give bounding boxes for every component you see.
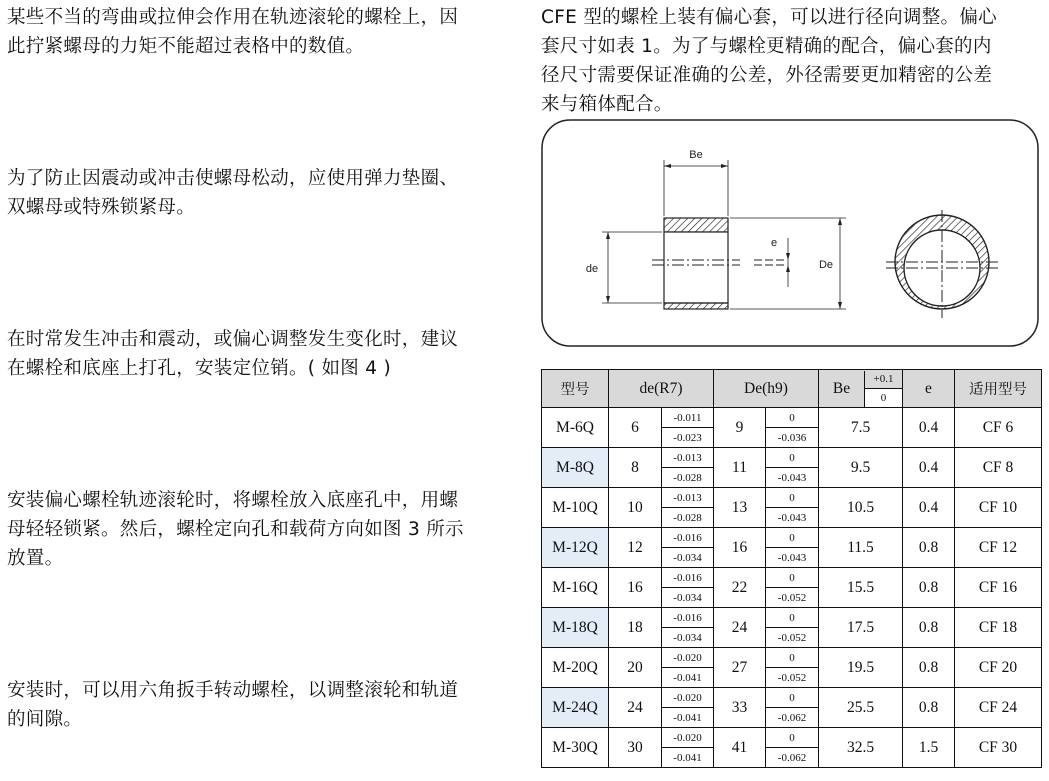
cell-de: 20 [609, 648, 662, 688]
label-e: e [770, 237, 778, 249]
sleeve-bottom-wall [664, 303, 728, 309]
cell-de: 16 [609, 568, 662, 608]
cell-de-tol-lower: -0.028 [662, 508, 714, 528]
header-model: 型号 [542, 370, 609, 408]
cell-De-tol-lower: -0.062 [766, 748, 819, 768]
header-e: e [903, 370, 955, 408]
cell-De: 27 [714, 648, 766, 688]
paragraph-tightening-torque [7, 3, 517, 61]
cell-De-tol-lower: -0.052 [766, 628, 819, 648]
cell-de: 30 [609, 728, 662, 768]
cell-De-tol-lower: -0.043 [766, 468, 819, 488]
paragraph-line: 套尺寸如表 1。为了与螺栓更精确的配合，偏心套的内 [541, 36, 992, 57]
cell-De: 9 [714, 408, 766, 448]
paragraph-hex-wrench [7, 676, 517, 734]
cell-fit: CF 30 [955, 728, 1042, 768]
cell-e: 0.4 [903, 448, 955, 488]
cell-model: M-18Q [542, 608, 609, 648]
sleeve-top-wall [664, 218, 728, 232]
cell-de-tol-upper: -0.011 [662, 408, 714, 428]
cell-be: 15.5 [819, 568, 903, 608]
paragraph-line: 的间隙。 [7, 709, 83, 730]
cell-be: 17.5 [819, 608, 903, 648]
paragraph-line: 在螺栓和底座上打孔，安装定位销。( 如图 4 ) [7, 358, 392, 379]
cell-De-tol-lower: -0.036 [766, 428, 819, 448]
paragraph-line: 安装时，可以用六角扳手转动螺栓，以调整滚轮和轨道 [7, 680, 459, 701]
paragraph-line: 为了防止因震动或冲击使螺母松动，应使用弹力垫圈、 [7, 168, 459, 189]
paragraph-dowel-pin [7, 325, 517, 383]
cell-model: M-6Q [542, 408, 609, 448]
label-De: De [818, 259, 834, 271]
cell-model: M-24Q [542, 688, 609, 728]
cell-fit: CF 10 [955, 488, 1042, 528]
sleeve-body [664, 232, 728, 303]
cell-De: 33 [714, 688, 766, 728]
cell-De-tol-upper: 0 [766, 728, 819, 748]
table-row [542, 408, 1042, 428]
cell-fit: CF 8 [955, 448, 1042, 488]
cell-De-tol-lower: -0.043 [766, 548, 819, 568]
cell-e: 0.8 [903, 608, 955, 648]
cell-De: 41 [714, 728, 766, 768]
header-be-tol-upper: +0.1 [865, 371, 902, 390]
paragraph-cfe-eccentric-sleeve [541, 3, 1043, 119]
cell-de-tol-lower: -0.034 [662, 628, 714, 648]
cell-model: M-30Q [542, 728, 609, 768]
table-row [542, 688, 1042, 708]
paragraph-line: 放置。 [7, 548, 64, 569]
paragraph-line: 此拧紧螺母的力矩不能超过表格中的数值。 [7, 36, 365, 57]
cell-be: 25.5 [819, 688, 903, 728]
cell-e: 0.8 [903, 688, 955, 728]
cell-de-tol-upper: -0.013 [662, 448, 714, 468]
label-be: Be [689, 149, 703, 161]
cell-De-tol-upper: 0 [766, 448, 819, 468]
cell-de: 24 [609, 688, 662, 728]
cell-fit: CF 18 [955, 608, 1042, 648]
cell-e: 0.4 [903, 488, 955, 528]
cell-be: 11.5 [819, 528, 903, 568]
cell-de-tol-lower: -0.028 [662, 468, 714, 488]
paragraph-line: 径尺寸需要保证准确的公差，外径需要更加精密的公差 [541, 65, 993, 86]
cell-De-tol-lower: -0.062 [766, 708, 819, 728]
cell-de-tol-upper: -0.016 [662, 568, 714, 588]
cell-fit: CF 16 [955, 568, 1042, 608]
table-row [542, 528, 1042, 548]
cell-de-tol-lower: -0.034 [662, 548, 714, 568]
sleeve-dimension-table [541, 369, 1042, 768]
cell-be: 9.5 [819, 448, 903, 488]
cell-e: 0.8 [903, 648, 955, 688]
cell-De-tol-upper: 0 [766, 648, 819, 668]
paragraph-eccentric-install [7, 486, 517, 573]
cell-de-tol-upper: -0.020 [662, 688, 714, 708]
cell-de: 8 [609, 448, 662, 488]
cell-de: 12 [609, 528, 662, 568]
cell-be: 32.5 [819, 728, 903, 768]
cell-de-tol-upper: -0.013 [662, 488, 714, 508]
cell-de-tol-lower: -0.041 [662, 748, 714, 768]
eccentric-sleeve-diagram [540, 118, 1040, 350]
cell-De-tol-lower: -0.052 [766, 668, 819, 688]
cell-de-tol-upper: -0.016 [662, 608, 714, 628]
cell-de: 18 [609, 608, 662, 648]
cell-e: 1.5 [903, 728, 955, 768]
cell-De-tol-upper: 0 [766, 688, 819, 708]
cell-model: M-12Q [542, 528, 609, 568]
table-row [542, 648, 1042, 668]
cell-model: M-10Q [542, 488, 609, 528]
cell-De-tol-upper: 0 [766, 608, 819, 628]
cell-de-tol-upper: -0.016 [662, 528, 714, 548]
table-row [542, 608, 1042, 628]
cell-De-tol-upper: 0 [766, 408, 819, 428]
cell-de-tol-lower: -0.041 [662, 668, 714, 688]
header-be-label: Be [832, 379, 851, 397]
table-row [542, 568, 1042, 588]
cell-de: 6 [609, 408, 662, 448]
cell-De-tol-upper: 0 [766, 488, 819, 508]
cell-e: 0.8 [903, 568, 955, 608]
cell-fit: CF 20 [955, 648, 1042, 688]
cell-be: 7.5 [819, 408, 903, 448]
cell-fit: CF 6 [955, 408, 1042, 448]
cell-model: M-20Q [542, 648, 609, 688]
cell-de-tol-upper: -0.020 [662, 648, 714, 668]
cell-De: 16 [714, 528, 766, 568]
cell-be: 19.5 [819, 648, 903, 688]
header-be-tolerance [864, 371, 902, 407]
paragraph-line: 安装偏心螺栓轨迹滚轮时，将螺栓放入底座孔中，用螺 [7, 490, 459, 511]
paragraph-line: 某些不当的弯曲或拉伸会作用在轨迹滚轮的螺栓上，因 [7, 7, 459, 28]
header-be [819, 370, 903, 408]
cell-fit: CF 24 [955, 688, 1042, 728]
cell-de-tol-upper: -0.020 [662, 728, 714, 748]
cell-De: 22 [714, 568, 766, 608]
paragraph-line: 在时常发生冲击和震动，或偏心调整发生变化时，建议 [7, 329, 459, 350]
table-row [542, 488, 1042, 508]
table-row [542, 448, 1042, 468]
header-de: de(R7) [609, 370, 714, 408]
cell-de-tol-lower: -0.041 [662, 708, 714, 728]
cell-e: 0.8 [903, 528, 955, 568]
cell-De: 24 [714, 608, 766, 648]
cell-fit: CF 12 [955, 528, 1042, 568]
cell-de-tol-lower: -0.034 [662, 588, 714, 608]
cell-De-tol-lower: -0.043 [766, 508, 819, 528]
cell-model: M-8Q [542, 448, 609, 488]
header-De: De(h9) [714, 370, 819, 408]
cell-e: 0.4 [903, 408, 955, 448]
label-de: de [585, 263, 599, 275]
cell-be: 10.5 [819, 488, 903, 528]
cell-de: 10 [609, 488, 662, 528]
cell-model: M-16Q [542, 568, 609, 608]
paragraph-line: 来与箱体配合。 [541, 94, 673, 115]
paragraph-line: 双螺母或特殊锁紧母。 [7, 197, 196, 218]
cell-De-tol-upper: 0 [766, 568, 819, 588]
header-fit: 适用型号 [955, 370, 1042, 408]
table-row [542, 728, 1042, 748]
cell-De-tol-lower: -0.052 [766, 588, 819, 608]
paragraph-line: 母轻轻锁紧。然后，螺栓定向孔和载荷方向如图 3 所示 [7, 519, 464, 540]
paragraph-loosening-prevention [7, 164, 517, 222]
header-be-tol-lower: 0 [865, 389, 902, 407]
cell-De: 11 [714, 448, 766, 488]
cell-De-tol-upper: 0 [766, 528, 819, 548]
paragraph-line: CFE 型的螺栓上装有偏心套，可以进行径向调整。偏心 [541, 7, 997, 28]
cell-de-tol-lower: -0.023 [662, 428, 714, 448]
cell-De: 13 [714, 488, 766, 528]
